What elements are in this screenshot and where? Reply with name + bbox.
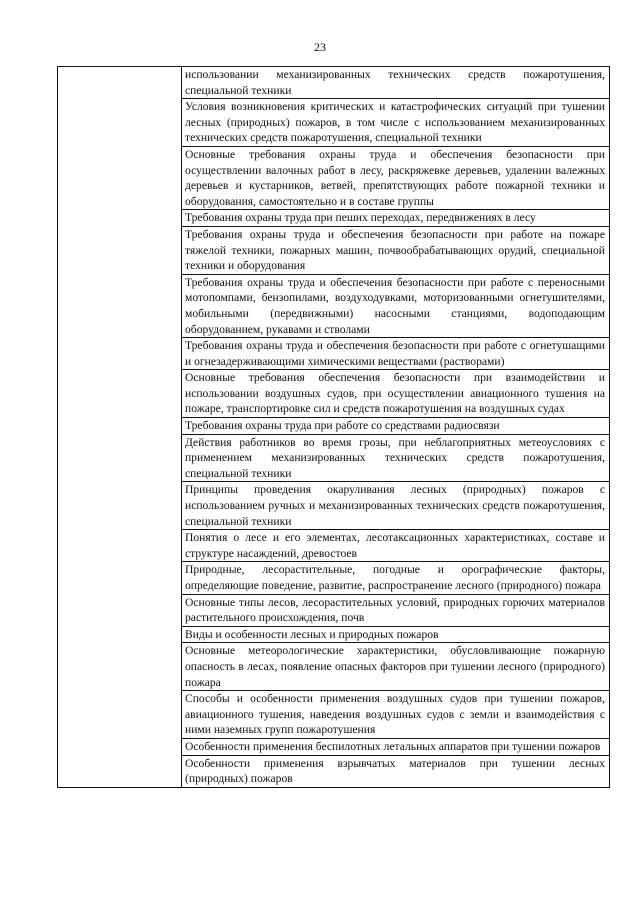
page-number: 23 (314, 40, 326, 54)
knowledge-text: Требования охраны труда и обеспечения безопасности при работе с огнетушащими и огнезадерживающими химическими веществами (растворами) (185, 339, 605, 368)
knowledge-cell (182, 434, 610, 482)
knowledge-text: Способы и особенности применения воздушных судов при тушении пожаров, авиационного тушения, наведения воздушных судов с земли и взаимодействия с ними наземных групп пожаротушения (185, 692, 605, 737)
knowledge-cell (182, 530, 610, 562)
knowledge-cell (182, 274, 610, 337)
knowledge-text: Особенности применения беспилотных летальных аппаратов при тушении пожаров (185, 739, 601, 753)
table-row (58, 67, 610, 99)
knowledge-cell (182, 738, 610, 755)
knowledge-cell (182, 643, 610, 691)
knowledge-cell (182, 594, 610, 626)
knowledge-text: Действия работников во время грозы, при неблагоприятных метеоусловиях с применением механизированных технических средств пожаротушения, специальной техники (185, 435, 605, 480)
knowledge-cell (182, 210, 610, 227)
knowledge-text: использовании механизированных технических средств пожаротушения, специальной техники (185, 68, 605, 97)
knowledge-cell (182, 146, 610, 209)
knowledge-cell (182, 755, 610, 787)
knowledge-cell (182, 226, 610, 274)
knowledge-cell (182, 370, 610, 418)
knowledge-text: Виды и особенности лесных и природных пожаров (185, 627, 439, 641)
knowledge-cell (182, 626, 610, 643)
knowledge-text: Условия возникновения критических и катастрофических ситуаций при тушении лесных (природных) пожаров, в том числе с использованием механизированных технических средств пожаротушения, специальной техники (185, 100, 605, 145)
knowledge-text: Основные метеорологические характеристики, обусловливающие пожарную опасность в лесах, появление опасных факторов при тушении лесного (природного) пожара (185, 644, 605, 689)
knowledge-cell (182, 67, 610, 99)
knowledge-cell (182, 418, 610, 435)
knowledge-text: Требования охраны труда при работе со средствами радиосвязи (185, 419, 500, 433)
knowledge-text: Требования охраны труда и обеспечения безопасности при работе на пожаре тяжелой техники, пожарных машин, почвообрабатывающих орудий, специальной техники и оборудования (185, 227, 605, 273)
knowledge-text: Понятия о лесе и его элементах, лесотаксационных характеристиках, составе и структуре насаждений, древостоев (185, 531, 605, 560)
knowledge-text: Основные требования охраны труда и обеспечения безопасности при осуществлении валочных работ в лесу, раскряжевке деревьев, удалении валежных деревьев и кустарников, ветвей, препятствующих работе пожарной техники и оборудования, самостоятельно и в составе группы (185, 147, 605, 208)
knowledge-cell (182, 99, 610, 147)
label-column-cell (58, 67, 182, 788)
knowledge-text: Основные типы лесов, лесорастительных условий, природных горючих материалов растительного происхождения, почв (185, 595, 605, 625)
knowledge-text: Природные, лесорастительные, погодные и орографические факторы, определяющие поведение, развитие, распространение лесного (природного) пожара (185, 563, 605, 592)
knowledge-text: Требования охраны труда и обеспечения безопасности при работе с переносными мотопомпами, бензопилами, воздуходувками, моторизованными огнетушителями, мобильными (передвижными) насосными станциями, водоподающим оборудованием, рукавами и стволами (185, 275, 605, 336)
knowledge-cell (182, 338, 610, 370)
knowledge-text: Основные требования обеспечения безопасности при взаимодействии и использовании воздушных судов, при осуществлении авиационного тушения на пожаре, транспортировке сил и средств пожаротушения на воздушных судах (185, 371, 605, 416)
knowledge-cell (182, 562, 610, 594)
requirements-table (57, 66, 610, 788)
knowledge-cell (182, 691, 610, 739)
knowledge-text: Требования охраны труда при пеших переходах, передвижениях в лесу (185, 211, 536, 225)
knowledge-text: Принципы проведения окаруливания лесных (природных) пожаров с использованием ручных и механизированных технических средств пожаротушения, специальной техники (185, 483, 605, 528)
knowledge-text: Особенности применения взрывчатых материалов при тушении лесных (природных) пожаров (185, 756, 605, 786)
knowledge-cell (182, 482, 610, 530)
